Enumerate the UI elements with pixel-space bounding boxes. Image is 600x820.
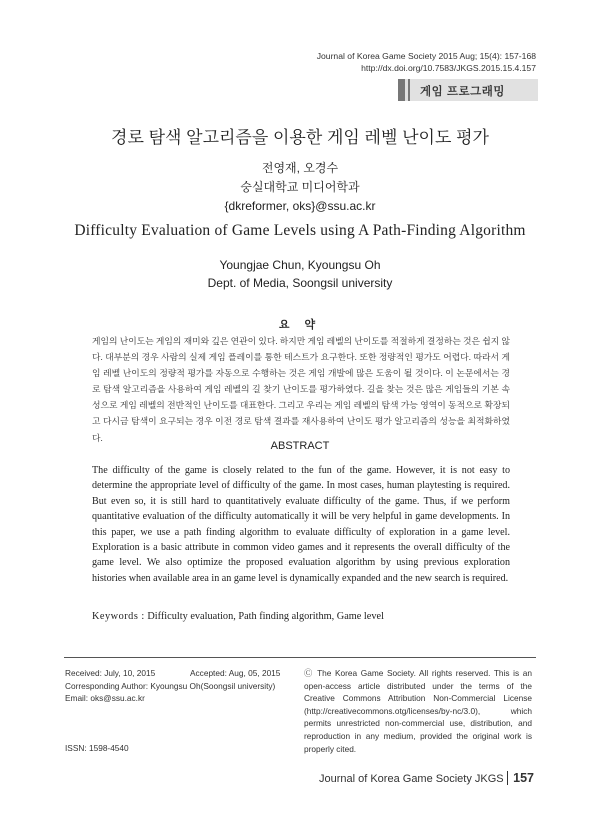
- corresponding-email: Email: oks@ssu.ac.kr: [65, 693, 145, 704]
- keywords-label: Keywords :: [92, 611, 145, 622]
- footer-journal: Journal of Korea Game Society JKGS: [318, 773, 504, 785]
- keywords-text: Difficulty evaluation, Path finding algorithm, Game level: [147, 611, 384, 622]
- received-date: Received: July, 10, 2015: [65, 668, 156, 678]
- abstract-english-text: The difficulty of the game is closely related to the fun of the game. However, it is not easy to determine the appropriate level of difficulty of the game. In most cases, human playtesting is required. But even so, it is still hard to quantitatively evaluate difficulty of the game. Thus, if we perform quantitative evaluation of the difficulty automatically it will be very helpful in game developments. In this paper, we use a path finding algorithm to evaluate difficulty of exploration in a game level. Exploration is a basic attribute in common video games and it represents the overall difficulty of the game level. We also optimize the proposed evaluation algorithm by using previous exploration histories when available area in an game level is dynamically expanded and the new search is required.: [92, 465, 510, 584]
- author-emails: {dkreformer, oks}@ssu.ac.kr: [224, 199, 376, 213]
- category-label: 게임 프로그래밍: [420, 86, 505, 98]
- license-notice: Ⓒ The Korea Game Society. All rights reserved. This is an open-access article distributed under the terms of the Creative Commons Attribution Non-Commercial License (http://creativecommons.otg/licenses/by-nc/3.0), which permits unrestricted non-commercial use, distribution, and reproduction in any medium, provided the original work is properly cited.: [304, 668, 532, 754]
- journal-header: [317, 50, 536, 74]
- authors-korean: 전영재, 오경수: [261, 161, 339, 175]
- page-number: 157: [513, 771, 534, 785]
- dates-row: [65, 667, 300, 680]
- page-footer: [319, 771, 534, 785]
- journal-doi: http://dx.doi.org/10.7583/JKGS.2015.15.4.157: [361, 63, 536, 73]
- article-info: [65, 667, 300, 754]
- category-marker-thin: [408, 79, 410, 101]
- author-block-korean: [0, 159, 600, 216]
- authors-english: Youngjae Chun, Kyoungsu Oh: [219, 258, 381, 272]
- corresponding-author: Corresponding Author: Kyoungsu Oh(Soongsil university): [65, 680, 276, 691]
- footnote-divider: [64, 657, 536, 658]
- abstract-korean-heading: 요 약: [278, 319, 322, 331]
- category-marker: [398, 79, 405, 101]
- footer-separator: [507, 771, 509, 785]
- category-banner: [398, 79, 538, 101]
- paper-title-korean: 경로 탐색 알고리즘을 이용한 게임 레벨 난이도 평가: [111, 128, 489, 147]
- author-block-english: [0, 256, 600, 292]
- keywords-line: [92, 611, 384, 622]
- journal-citation: Journal of Korea Game Society 2015 Aug; 15(4): 157-168: [316, 51, 536, 61]
- affiliation-korean: 숭실대학교 미디어학과: [240, 180, 360, 194]
- abstract-korean-text: 게임의 난이도는 게임의 재미와 깊은 연관이 있다. 하지만 게임 레벨의 난이도를 적절하게 결정하는 것은 쉽지 않다. 대부분의 경우 사람의 실제 게임 플레이를 통한 테스트가 요구한다. 또한 정량적인 평가도 어렵다. 따라서 게임 레벨 난이도의 정량적 평가를 자동으로 수행하는 것은 게임 개발에 많은 도움이 될 것이다. 이 논문에서는 경로 탐색 알고리즘을 사용하여 게임 레벨의 길 찾기 난이도를 평가하였다. 길을 찾는 것은 많은 게임들의 기본 속성으로 게임 레벨의 전반적인 난이도를 대표한다. 그리고 우리는 게임 레벨의 탐색 가능 영역이 동적으로 확장되고 다시금 탐색이 요구되는 경우 이전 경로 탐색 결과를 재사용하여 난이도 평가 알고리즘의 성능을 최적화하였다.: [92, 336, 510, 443]
- paper-title-english: Difficulty Evaluation of Game Levels using A Path-Finding Algorithm: [74, 222, 526, 239]
- issn: ISSN: 1598-4540: [65, 742, 129, 753]
- affiliation-english: Dept. of Media, Soongsil university: [207, 276, 393, 290]
- abstract-english-heading: ABSTRACT: [270, 440, 330, 452]
- accepted-date: Accepted: Aug, 05, 2015: [190, 668, 281, 678]
